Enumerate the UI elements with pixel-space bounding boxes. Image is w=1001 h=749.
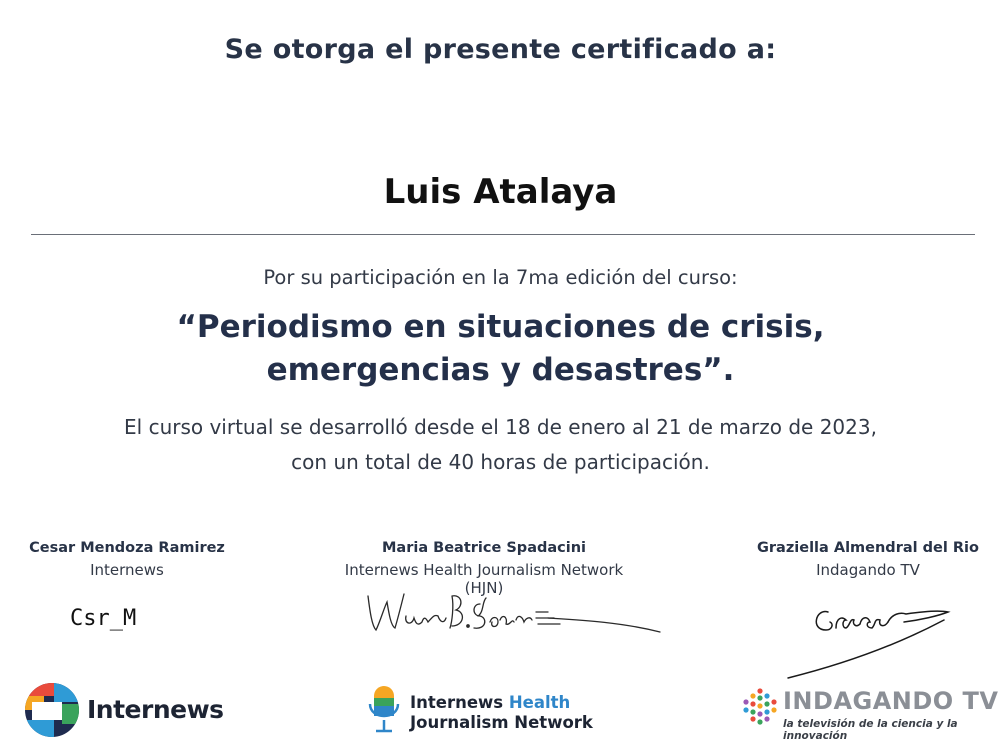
certificate-heading: Se otorga el presente certificado a: <box>224 34 777 65</box>
hjn-logo-word-health: Health <box>508 693 571 712</box>
internews-logo-icon <box>24 682 80 738</box>
signatory-1 <box>0 540 287 579</box>
signature-maria <box>360 582 665 644</box>
signatory-3 <box>708 540 1001 579</box>
internews-logo-text: Internews <box>87 695 224 724</box>
course-title-line-2: emergencias y desastres”. <box>266 352 735 388</box>
recipient-name: Luis Atalaya <box>383 172 618 212</box>
signatory-organization: Internews <box>90 561 164 579</box>
course-intro: Por su participación en la 7ma edición del curso: <box>263 266 738 289</box>
signatory-organization: Indagando TV <box>816 561 920 579</box>
indagando-logo-text: INDAGANDO TV <box>783 687 999 715</box>
indagando-tagline: la televisión de la ciencia y la innovación <box>783 718 958 742</box>
signatory-name: Cesar Mendoza Ramirez <box>29 540 225 556</box>
course-title-line-1: “Periodismo en situaciones de crisis, <box>176 309 825 345</box>
signatory-name: Graziella Almendral del Rio <box>757 540 979 556</box>
signature-cesar: Csr_M <box>70 606 137 631</box>
recipient-underline <box>31 234 975 235</box>
indagando-dots-icon <box>741 688 779 726</box>
course-description-line-1: El curso virtual se desarrolló desde el 18 de enero al 21 de marzo de 2023, <box>124 415 877 439</box>
hjn-logo-word-internews: Internews <box>410 693 509 712</box>
hjn-logo-text-line-2: Journalism Network <box>410 713 593 732</box>
course-description-line-2: con un total de 40 horas de participación. <box>291 450 710 474</box>
microphone-icon <box>366 684 402 734</box>
signatory-name: Maria Beatrice Spadacini <box>382 540 586 556</box>
signatory-organization: Internews Health Journalism Network (HJN) <box>344 561 624 597</box>
hjn-logo-text-line-1 <box>410 693 570 712</box>
signature-graziella <box>780 590 960 682</box>
